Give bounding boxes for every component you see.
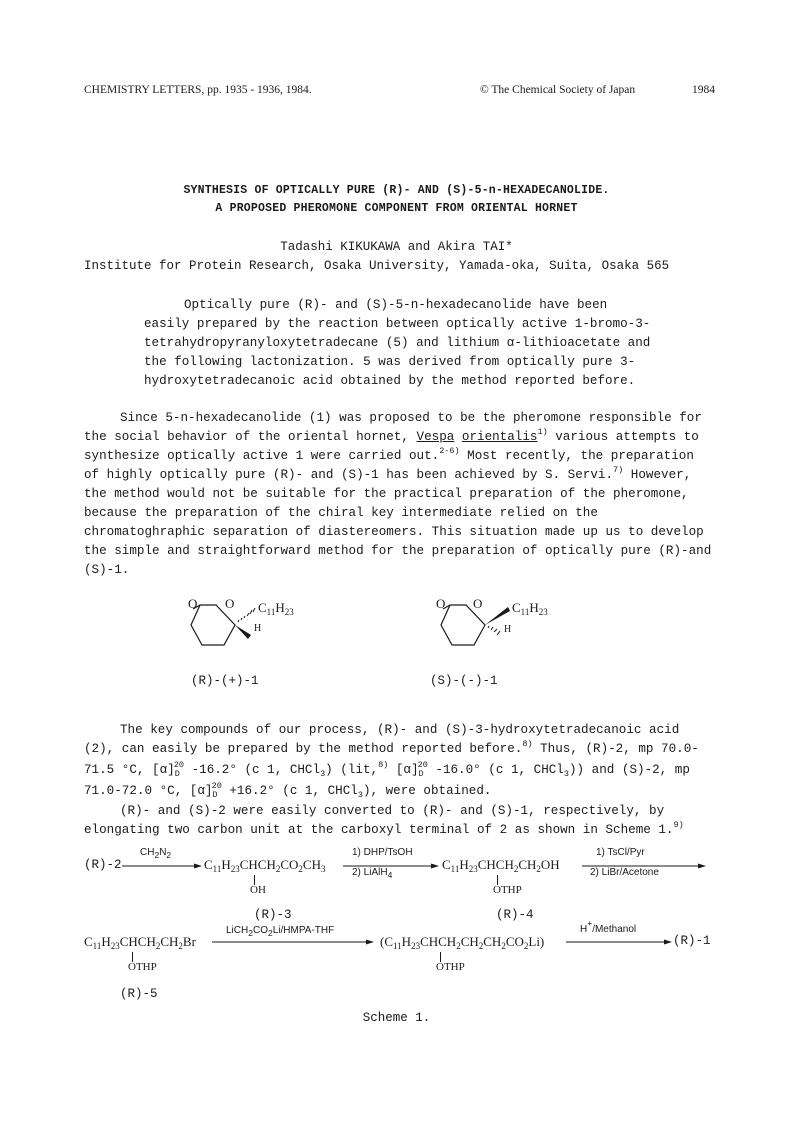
para1-line-5: the method would not be suitable for the practical preparation of the pheromone, — [84, 487, 689, 501]
para2-line-2: (2), can easily be prepared by the method reported before.$^{8)}$ Thus, (R)-2, mp 70.0- — [84, 739, 699, 756]
para1-line-1: Since 5-n-hexadecanolide (1) was proposed to be the pheromone responsible for — [120, 411, 702, 425]
species-name: orientalis — [461, 430, 538, 444]
scheme-product-4: $C_{11}H_{23}CHCH_2CH_2OH$ — [442, 857, 560, 874]
scheme-reagent-3a: 1) TsCl/Pyr — [596, 847, 645, 858]
scheme-label-4: (R)-4 — [496, 908, 534, 922]
scheme-caption: Scheme 1. — [362, 1011, 431, 1025]
scheme-final-compound: (R)-1 — [673, 934, 711, 948]
para1-line-6: because the preparation of the chiral key intermediate relied on the — [84, 506, 598, 520]
scheme-label-3: (R)-3 — [254, 908, 292, 922]
scheme-reagent-5: H+/Methanol — [580, 918, 637, 935]
para1-line-2: the social behavior of the oriental hornet, Vespa orientalis$^{1)}$ various attempts to — [84, 427, 699, 444]
scheme-othp-5: OTHP — [128, 961, 157, 973]
structure-s-substituent: $C_{11}H_{23}$ — [512, 600, 548, 617]
para1-line-3: synthesize optically active 1 were carried out.$^{2-6)}$ Most recently, the preparation — [84, 446, 694, 463]
scheme-label-5: (R)-5 — [120, 987, 158, 1001]
scheme-arrow-5 — [566, 938, 672, 946]
copyright-notice: © The Chemical Society of Japan — [480, 84, 636, 96]
scheme-product-3: $C_{11}H_{23}CHCH_2CO_2CH_3$ — [204, 857, 326, 874]
scheme-reagent-3b: 2) LiBr/Acetone — [590, 867, 659, 878]
scheme-intermediate: $(C_{11}H_{23}CHCH_2CH_2CH_2CO_2Li)$ — [380, 934, 545, 951]
paper-title-line-1: SYNTHESIS OF OPTICALLY PURE (R)- AND (S)-5-n-HEXADECANOLIDE. — [183, 184, 610, 197]
abstract-line-5: hydroxytetradecanoic acid obtained by the method reported before. — [144, 374, 636, 388]
journal-citation: CHEMISTRY LETTERS, pp. 1935 - 1936, 1984. — [84, 84, 312, 96]
structure-r-ring-o: O — [225, 596, 235, 611]
scheme-product-5: $C_{11}H_{23}CHCH_2CH_2Br$ — [84, 934, 196, 951]
para1-line-8: the simple and straightforward method for the preparation of optically pure (R)-and — [84, 544, 712, 558]
para1-line-9: (S)-1. — [84, 563, 130, 577]
scheme-arrow-4 — [212, 938, 374, 946]
structure-s-lactone — [430, 595, 590, 675]
paper-title-line-2: A PROPOSED PHEROMONE COMPONENT FROM ORIENTAL HORNET — [215, 202, 578, 215]
scheme-start-compound: (R)-2 — [84, 858, 122, 872]
scheme-reagent-2b: 2) LiAlH$_4$ — [352, 867, 393, 880]
para2-line-3: 71.5 °C, $[\alpha]_D^{20}$ -16.2° (c 1, CHCl$_3$) (lit,$^{8)}$ $[\alpha]_D^{20}$ -16.0° (c 1, CHCl$_3$)) and (S)-2, mp — [84, 760, 690, 779]
scheme-oh-group: OH — [250, 884, 266, 896]
structure-r-carbonyl-o: O — [188, 596, 198, 611]
structure-s-hydrogen: H — [504, 624, 512, 635]
scheme-reagent-2a: 1) DHP/TsOH — [352, 847, 413, 858]
structure-s-ring-o: O — [473, 596, 483, 611]
label-s-compound: (S)-(-)-1 — [430, 674, 498, 688]
scheme-arrow-2 — [343, 862, 439, 870]
para2-line-4: 71.0-72.0 °C, $[\alpha]_D^{20} +16.2^\circ$ (c 1, CHCl$_3$), were obtained. — [84, 781, 492, 800]
para2-line-1: The key compounds of our process, (R)- and (S)-3-hydroxytetradecanoic acid — [120, 723, 680, 737]
scheme-arrow-3 — [582, 862, 706, 870]
para2-line-5: (R)- and (S)-2 were easily converted to (R)- and (S)-1, respectively, by — [120, 804, 665, 818]
genus-name: Vespa — [416, 430, 455, 444]
scheme-othp-intermediate: OTHP — [436, 961, 465, 973]
scheme-reagent-4: $LiCH_2CO_2Li/HMPA$-THF — [226, 925, 335, 938]
affiliation: Institute for Protein Research, Osaka University, Yamada-oka, Suita, Osaka 565 — [84, 259, 670, 273]
abstract-line-3: tetrahydropyranyloxytetradecane (5) and lithium α-lithioacetate and — [144, 336, 651, 350]
abstract-line-1: Optically pure (R)- and (S)-5-n-hexadecanolide have been — [184, 298, 608, 312]
para1-line-4: of highly optically pure (R)- and (S)-1 has been achieved by S. Servi.$^{7)}$ However, — [84, 465, 692, 482]
para1-line-7: chromatoghraphic separation of diastereomers. This situation made up us to develop — [84, 525, 704, 539]
abstract-line-2: easily prepared by the reaction between optically active 1-bromo-3- — [144, 317, 651, 331]
scheme-reagent-1: $CH_2N_2$ — [140, 847, 172, 860]
abstract-line-4: the following lactonization. 5 was derived from optically pure 3- — [144, 355, 636, 369]
label-r-compound: (R)-(+)-1 — [191, 674, 259, 688]
structure-r-hydrogen: H — [254, 623, 262, 634]
scheme-othp-4: OTHP — [493, 884, 522, 896]
scheme-arrow-1 — [122, 862, 202, 870]
journal-year: 1984 — [692, 84, 715, 96]
author-list: Tadashi KIKUKAWA and Akira TAI* — [280, 240, 513, 254]
structure-r-substituent: $C_{11}H_{23}$ — [258, 600, 294, 617]
structure-s-carbonyl-o: O — [436, 596, 446, 611]
para2-line-6: elongating two carbon unit at the carboxyl terminal of 2 as shown in Scheme 1.$^{9)}$ — [84, 820, 684, 837]
